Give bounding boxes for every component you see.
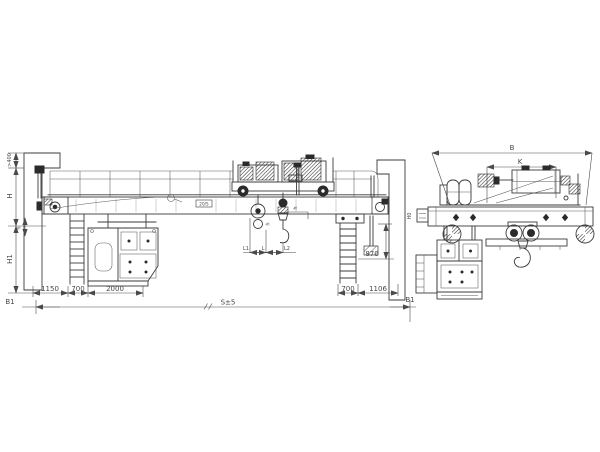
label-H: H — [6, 193, 14, 199]
end-elevation-view — [407, 144, 594, 299]
cab-front-view — [88, 214, 158, 286]
label-L: L — [261, 246, 265, 252]
endview-trolley-machinery — [440, 166, 580, 205]
bridge-girder — [44, 195, 388, 215]
label-H1: H1 — [6, 254, 14, 264]
label-hook-h-left: h — [265, 222, 272, 226]
label-1106: 1106 — [369, 285, 387, 293]
hook-dimensions — [243, 206, 308, 253]
label-870: 870 — [365, 250, 379, 258]
trolley — [232, 155, 334, 196]
label-K: K — [517, 158, 523, 166]
endview-hoist-motor — [478, 174, 494, 187]
walkway-railing — [50, 171, 378, 197]
right-wall-hatched — [377, 160, 405, 300]
bottom-left-dimensions — [33, 285, 143, 297]
label-clearance: >400 — [7, 153, 13, 167]
label-L2: L2 — [284, 246, 290, 252]
label-L1: L1 — [243, 246, 249, 252]
cab-window — [95, 243, 112, 271]
label-B1-left: B1 — [5, 298, 15, 306]
left-vertical-dimensions — [6, 153, 46, 293]
hoist-gearbox-right — [301, 158, 321, 180]
hoist-gearbox-left — [256, 162, 274, 180]
capacity-plate-label: 20/5 — [199, 201, 209, 207]
label-B: B — [509, 144, 515, 152]
main-elevation-view — [5, 153, 416, 322]
span-dimension — [5, 296, 416, 322]
label-hook-h-right: h — [293, 206, 299, 210]
ladder-left — [70, 214, 84, 284]
hoist-motor-left — [240, 167, 253, 180]
label-700-left: 700 — [71, 285, 85, 293]
label-1150: 1150 — [41, 285, 59, 293]
festoon-cable — [50, 197, 166, 209]
girder-stiffeners — [76, 199, 372, 212]
left-wall-hatched — [24, 153, 60, 290]
label-H0: H0 — [407, 212, 413, 220]
label-B1-right: B1 — [405, 296, 415, 304]
buffer-box — [417, 209, 428, 222]
endview-beam — [407, 207, 593, 226]
label-2000: 2000 — [106, 285, 124, 293]
main-hook — [278, 193, 289, 243]
label-span: S±5 — [220, 298, 236, 307]
hoist-motor-right — [284, 163, 298, 180]
aux-hook — [251, 195, 265, 229]
ladder-right — [336, 214, 364, 283]
label-700-right: 700 — [341, 285, 355, 293]
endview-hook-block — [506, 222, 539, 267]
resistor-box — [416, 255, 437, 293]
label-h: h — [16, 226, 23, 230]
